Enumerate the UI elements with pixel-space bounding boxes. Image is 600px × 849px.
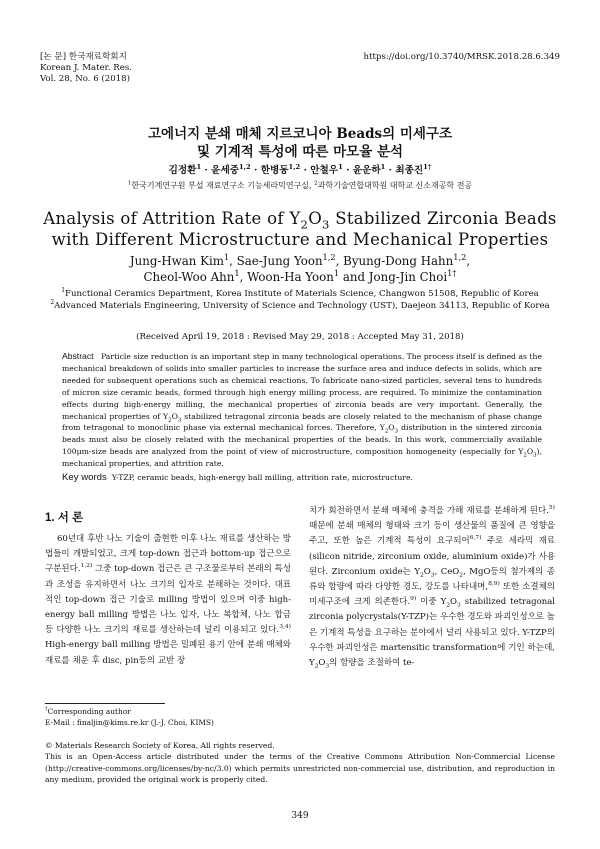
author-ko: 한병동	[260, 165, 289, 176]
abstract-text: Particle size reduction is an important step in many technological operations. The process itself is defined as the mechanical breakdown of solids into smaller particles to increase the surface area and induce defects in solids, which are needed for subsequent operations such as chemical reactions. To fabricate nano-sized particles, several tens to hundreds of micron size ceramic beads, formed through high energy milling process, are required. To minimize the contamination effects during high-energy milling, the mechanical properties of zirconia beads are very important. Generally, the mechanical properties of Y	[62, 352, 542, 421]
keywords-heading: Key words	[62, 472, 107, 483]
body-text: 치가 회전하면서 분쇄 매체에 충격을 가해 재료를 분쇄하게 된다.	[309, 506, 549, 516]
body-text: 주로 세라믹 재료(silicon nitride, zirconium oxide, aluminium oxide)가 사용된다. Zirconium oxide는 Y	[309, 536, 555, 577]
author-separator: ,	[239, 270, 248, 284]
citation: 8,9)	[488, 580, 500, 588]
subscript: 2	[168, 417, 172, 424]
body-text: 때문에 분쇄 매체의 형태와 크기 등이 생산물의 품질에 큰 영향을 주고, 또한 높은 기계적 특성이 요구되어	[309, 521, 555, 547]
author-en: Jong-Jin Choi	[368, 270, 448, 284]
affil-ko-1: 한국기계연구원 부설 재료연구소 기능세라믹연구실,	[131, 181, 315, 190]
body-text: High-energy ball milling 방법은 밀폐된 용기 안에 분쇄 매체와 재료를 채운 후 disc, pin등의 교반 장	[45, 640, 291, 666]
page-number: 349	[291, 811, 309, 821]
journal-info	[40, 52, 132, 85]
title-en-text: Stabilized Zirconia Beads	[329, 209, 557, 228]
journal-volume: Vol. 28, No. 6 (2018)	[40, 74, 130, 84]
author-ko: 최종진	[395, 165, 424, 176]
doi-link[interactable]: https://doi.org/10.3740/MRSK.2018.28.6.349	[363, 52, 560, 62]
author-mark: 1,2	[322, 252, 336, 263]
affil-en-text: Functional Ceramics Department, Korea Institute of Materials Science, Changwon 51508, Republic of Korea	[65, 289, 539, 299]
abstract-text: distribution in the sintered zirconia beads must also be closely related with the mechanical properties of the beads. In this work, commercially available 100μm-size beads are analyzed from the point of view of microstructure, composition homogeneity (especially for Y	[62, 423, 542, 457]
citation: 1,2)	[80, 562, 93, 570]
body-text: 이중 Y	[416, 597, 447, 608]
copyright-line: © Materials Research Society of Korea, All rights reserved.	[45, 741, 275, 750]
author-separator: ·	[201, 165, 212, 176]
subscript: 2	[314, 662, 319, 670]
subscript: 3	[322, 217, 330, 232]
body-text: 의 함량을 조절하여 te-	[329, 658, 415, 669]
subscript: 2	[419, 571, 424, 579]
citation: 9)	[410, 595, 417, 603]
author-mark: 1†	[447, 268, 457, 279]
title-en-text: Analysis of Attrition Rate of Y	[43, 209, 301, 228]
author-mark: 1	[338, 162, 343, 171]
author-en: Byung-Dong Hahn	[343, 254, 454, 268]
author-mark: 1,2	[453, 252, 467, 263]
author-mark: 1	[223, 252, 230, 263]
title-ko-line1: 고에너지 분쇄 매체 지르코니아 Beads의 미세구조	[147, 126, 453, 142]
affiliation-en	[30, 288, 570, 312]
footnote-mark: †	[45, 706, 48, 713]
author-mark: 1	[196, 162, 202, 171]
author-mark: 1†	[423, 162, 432, 171]
body-text: O	[450, 597, 457, 608]
affil-mark: 1	[61, 287, 66, 295]
author-separator: ·	[342, 165, 353, 176]
body-text: stabilized tetragonal zirconia polycrystals(Y-TZP)는 우수한 경도와 파괴인성으로 높은 기계적 특성을 요구하는 분야에서 널리 사용되고 있다. Y-TZP의 우수한 파괴인성은 martensitic transformation에 기인 하는데, Y	[309, 597, 555, 669]
author-en: Woon-Ha Yoon	[247, 270, 334, 284]
abstract-text: O	[526, 447, 534, 457]
abstract-text: O	[388, 423, 395, 433]
abstract	[62, 351, 542, 470]
footnote-text: Corresponding author	[47, 707, 131, 716]
subscript: 2	[459, 571, 464, 579]
subscript: 2	[384, 428, 389, 435]
abstract-text: ), mechanical properties, and attrition rate.	[62, 447, 542, 469]
keywords-text: Y-TZP, ceramic beads, high-energy ball milling, attrition rate, microstructure.	[111, 473, 413, 482]
author-en: Jung-Hwan Kim	[129, 254, 224, 268]
body-text: 또한 소결체의 미세구조에 크게 의존한다.	[309, 582, 555, 608]
authors-en	[40, 253, 560, 285]
author-mark: 1	[234, 268, 240, 279]
abstract-text: stabilized tetragonal zirconia beads are closely related to the mechanism of phase change from tetragonal to monoclinic phase via external mechanical forces. Therefore, Y	[62, 411, 542, 433]
citation: 6,7)	[469, 534, 482, 542]
body-text: O	[423, 566, 431, 577]
footnote	[45, 706, 214, 728]
subscript: 3	[456, 601, 461, 609]
author-ko: 김정환	[168, 165, 197, 176]
affil-en-text: Advanced Materials Engineering, University of Science and Technology (UST), Daejeon 34113, Republic of Korea	[54, 301, 550, 311]
corresponding-author	[45, 706, 214, 717]
body-text: , MgO등의 첨가제의 종류와 함량에 따라 다양한 경도, 강도를 나타내며,	[309, 566, 555, 593]
body-column-left	[45, 532, 291, 669]
author-ko: 안철우	[310, 165, 339, 176]
authors-ko	[40, 164, 560, 178]
authors-en-line1: Jung-Hwan Kim$^1$, Sae-Jung Yoon$^{1,2}$, Byung-Dong Hahn$^{1,2}$,	[129, 252, 471, 268]
author-mark: 1	[333, 268, 340, 279]
body-text: O	[318, 658, 326, 669]
license	[45, 740, 555, 786]
authors-en-line2	[40, 269, 560, 285]
author-ko: 윤세중	[211, 165, 239, 176]
author-mark: 1	[380, 162, 386, 171]
affil-en-2	[30, 300, 570, 312]
body-text: 그중 top-down 접근은 큰 구조물로부터 본래의 특성과 조성을 유지하면서 나노 크기의 입자로 분해하는 것이다. 대표적인 top-down 접근 기술로 milling 방법이 있으며 이중 high-energy ball milling 방법은 나노 입자, 나노 복합체, 나노 합금 등 다양한 나노 크기의 재료를 생산하는데 널리 이용되고 있다.	[45, 564, 291, 636]
affil-ko-2: 과학기술연합대학원 대학교 신소재공학 전공	[317, 181, 473, 190]
title-ko-line2: 및 기계적 특성에 따른 마모율 분석	[196, 144, 404, 160]
received-dates: (Received April 19, 2018 : Revised May 29, 2018 : Accepted May 31, 2018)	[136, 332, 464, 342]
subscript: 2	[300, 217, 309, 232]
affiliation-ko	[40, 180, 560, 192]
citation: 3,4)	[279, 623, 291, 631]
body-text: , CeO	[434, 566, 460, 577]
author-separator: ·	[250, 165, 261, 176]
citation: 5)	[548, 504, 555, 512]
affil-mark: 2	[50, 299, 55, 307]
subscript: 3	[394, 428, 399, 435]
title-en-line2: with Different Microstructure and Mechanical Properties	[51, 230, 549, 249]
author-separator: ·	[300, 165, 311, 176]
subscript: 3	[533, 452, 537, 459]
subscript: 3	[177, 417, 182, 424]
footnote-rule	[45, 703, 165, 704]
author-en: Cheol-Woo Ahn	[143, 270, 235, 284]
journal-name-ko: [논 문] 한국재료학회지	[40, 52, 127, 62]
author-separator: ·	[385, 165, 396, 176]
subscript: 3	[325, 662, 330, 670]
section-heading: 1. 서 론	[45, 512, 84, 524]
title-en	[40, 208, 560, 250]
journal-name-en: Korean J. Mater. Res.	[40, 63, 132, 73]
abstract-heading: Abstract	[62, 351, 94, 361]
keywords	[62, 472, 542, 484]
author-ko: 윤운하	[352, 165, 381, 176]
title-en-text: O	[308, 209, 323, 228]
affil-en-1	[30, 288, 570, 300]
footnote-email: E-Mail : finaljin@kims.re.kr (J.-J. Choi, KIMS)	[45, 718, 214, 727]
author-separator: and	[339, 270, 369, 284]
author-separator: ,	[229, 254, 237, 268]
affil-mark: 2	[314, 180, 318, 187]
title-ko	[40, 125, 560, 161]
body-text: 60년대 후반 나노 기술이 출현한 이후 나노 재료를 생산하는 방법들이 개발되었고, 크게 top-down 접근과 bottom-up 접근으로 구분된다.	[45, 534, 291, 575]
body-column-right	[309, 504, 555, 671]
title-en-line1	[40, 208, 560, 232]
author-mark: 1,2	[288, 162, 301, 171]
subscript: 3	[430, 571, 435, 579]
subscript: 2	[523, 452, 527, 459]
author-separator: ,	[335, 254, 344, 268]
abstract-text: O	[171, 411, 178, 421]
author-mark: 1,2	[238, 162, 251, 171]
subscript: 2	[446, 601, 451, 609]
affil-mark: 1	[127, 180, 132, 187]
license-text: This is an Open-Access article distributed under the terms of the Creative Commons Attribution Non-Commercial License (http://creative-commons.org/licenses/by-nc/3.0) which permits unrestricted non-commercial use, distribution, and reproduction in any medium, provided the original work is properly cited.	[45, 752, 555, 785]
author-en: Sae-Jung Yoon	[236, 254, 323, 268]
